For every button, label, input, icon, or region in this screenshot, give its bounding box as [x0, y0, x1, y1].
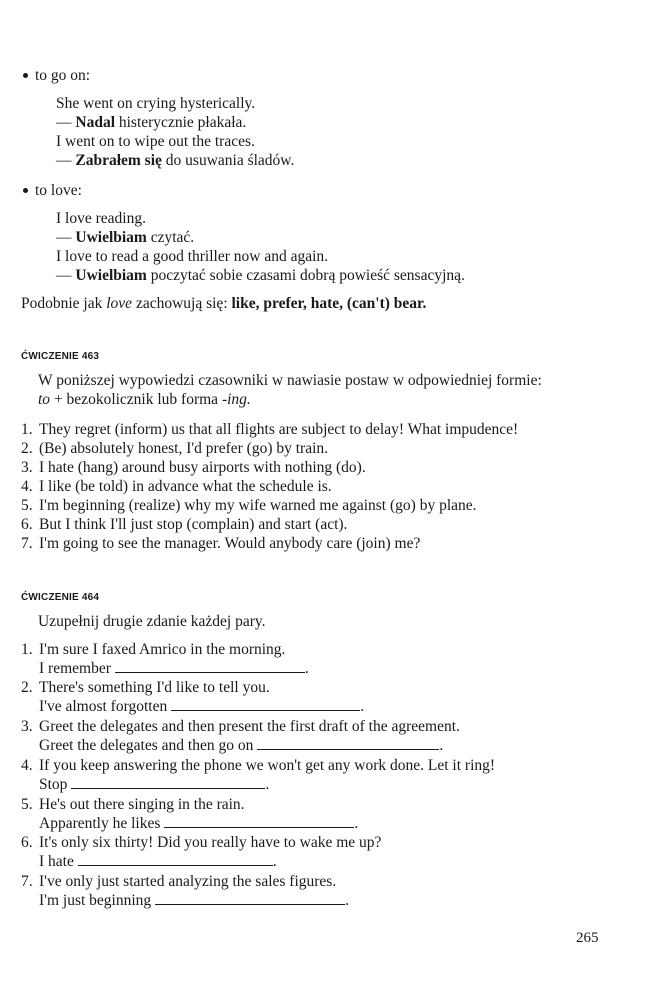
answer-blank[interactable]: [171, 698, 360, 711]
completion-line: I remember .: [39, 660, 309, 677]
list-item: 5. I'm beginning (realize) why my wife warned me against (go) by plane.: [21, 497, 477, 514]
bullet-heading-love: to love:: [35, 182, 82, 199]
completion-line: I hate .: [39, 853, 277, 870]
list-item: 7. I've only just started analyzing the sales figures.: [21, 873, 337, 890]
translation-line: — Uwielbiam czytać.: [56, 229, 195, 246]
list-item: 1. I'm sure I faxed Amrico in the morning.: [21, 641, 286, 658]
list-item: 3. I hate (hang) around busy airports with nothing (do).: [21, 459, 366, 476]
list-item: 6. It's only six thirty! Did you really have to wake me up?: [21, 834, 382, 851]
list-item: 7. I'm going to see the manager. Would anybody care (join) me?: [21, 535, 421, 552]
exercise-464-heading: ĆWICZENIE 464: [21, 592, 100, 603]
exercise-463-instruction: W poniższej wypowiedzi czasowniki w nawiasie postaw w odpowiedniej formie:: [38, 372, 542, 389]
completion-line: Greet the delegates and then go on .: [39, 737, 444, 754]
completion-line: Apparently he likes .: [39, 815, 359, 832]
answer-blank[interactable]: [71, 776, 265, 789]
list-item: 6. But I think I'll just stop (complain) and start (act).: [21, 516, 348, 533]
example-sentence: I love reading.: [56, 210, 146, 227]
completion-line: I'm just beginning .: [39, 892, 350, 909]
bullet-icon: [23, 188, 28, 193]
list-item: 4. If you keep answering the phone we won't get any work done. Let it ring!: [21, 757, 496, 774]
answer-blank[interactable]: [257, 737, 439, 750]
bullet-icon: [23, 73, 28, 78]
example-sentence: I love to read a good thriller now and again.: [56, 248, 329, 265]
example-sentence: I went on to wipe out the traces.: [56, 133, 255, 150]
translation-line: — Uwielbiam poczytać sobie czasami dobrą powieść sensacyjną.: [56, 267, 465, 284]
bullet-heading-go-on: to go on:: [35, 67, 91, 84]
list-item: 2. (Be) absolutely honest, I'd prefer (go) by train.: [21, 440, 329, 457]
completion-line: I've almost forgotten .: [39, 698, 365, 715]
answer-blank[interactable]: [164, 815, 354, 828]
example-sentence: She went on crying hysterically.: [56, 95, 256, 112]
answer-blank[interactable]: [78, 853, 273, 866]
answer-blank[interactable]: [115, 660, 305, 673]
list-item: 4. I like (be told) in advance what the schedule is.: [21, 478, 332, 495]
list-item: 2. There's something I'd like to tell you.: [21, 679, 270, 696]
exercise-464-instruction: Uzupełnij drugie zdanie każdej pary.: [38, 613, 266, 630]
similar-verbs-note: Podobnie jak love zachowują się: like, prefer, hate, (can't) bear.: [21, 295, 427, 312]
page-number: 265: [576, 930, 599, 946]
translation-line: — Nadal histerycznie płakała.: [56, 114, 247, 131]
list-item: 5. He's out there singing in the rain.: [21, 796, 245, 813]
translation-line: — Zabrałem się do usuwania śladów.: [56, 152, 295, 169]
exercise-463-heading: ĆWICZENIE 463: [21, 351, 100, 362]
list-item: 1. They regret (inform) us that all flights are subject to delay! What impudence!: [21, 421, 519, 438]
exercise-463-instruction: to + bezokolicznik lub forma -ing.: [38, 391, 251, 408]
list-item: 3. Greet the delegates and then present the first draft of the agreement.: [21, 718, 460, 735]
answer-blank[interactable]: [155, 892, 345, 905]
completion-line: Stop .: [39, 776, 270, 793]
